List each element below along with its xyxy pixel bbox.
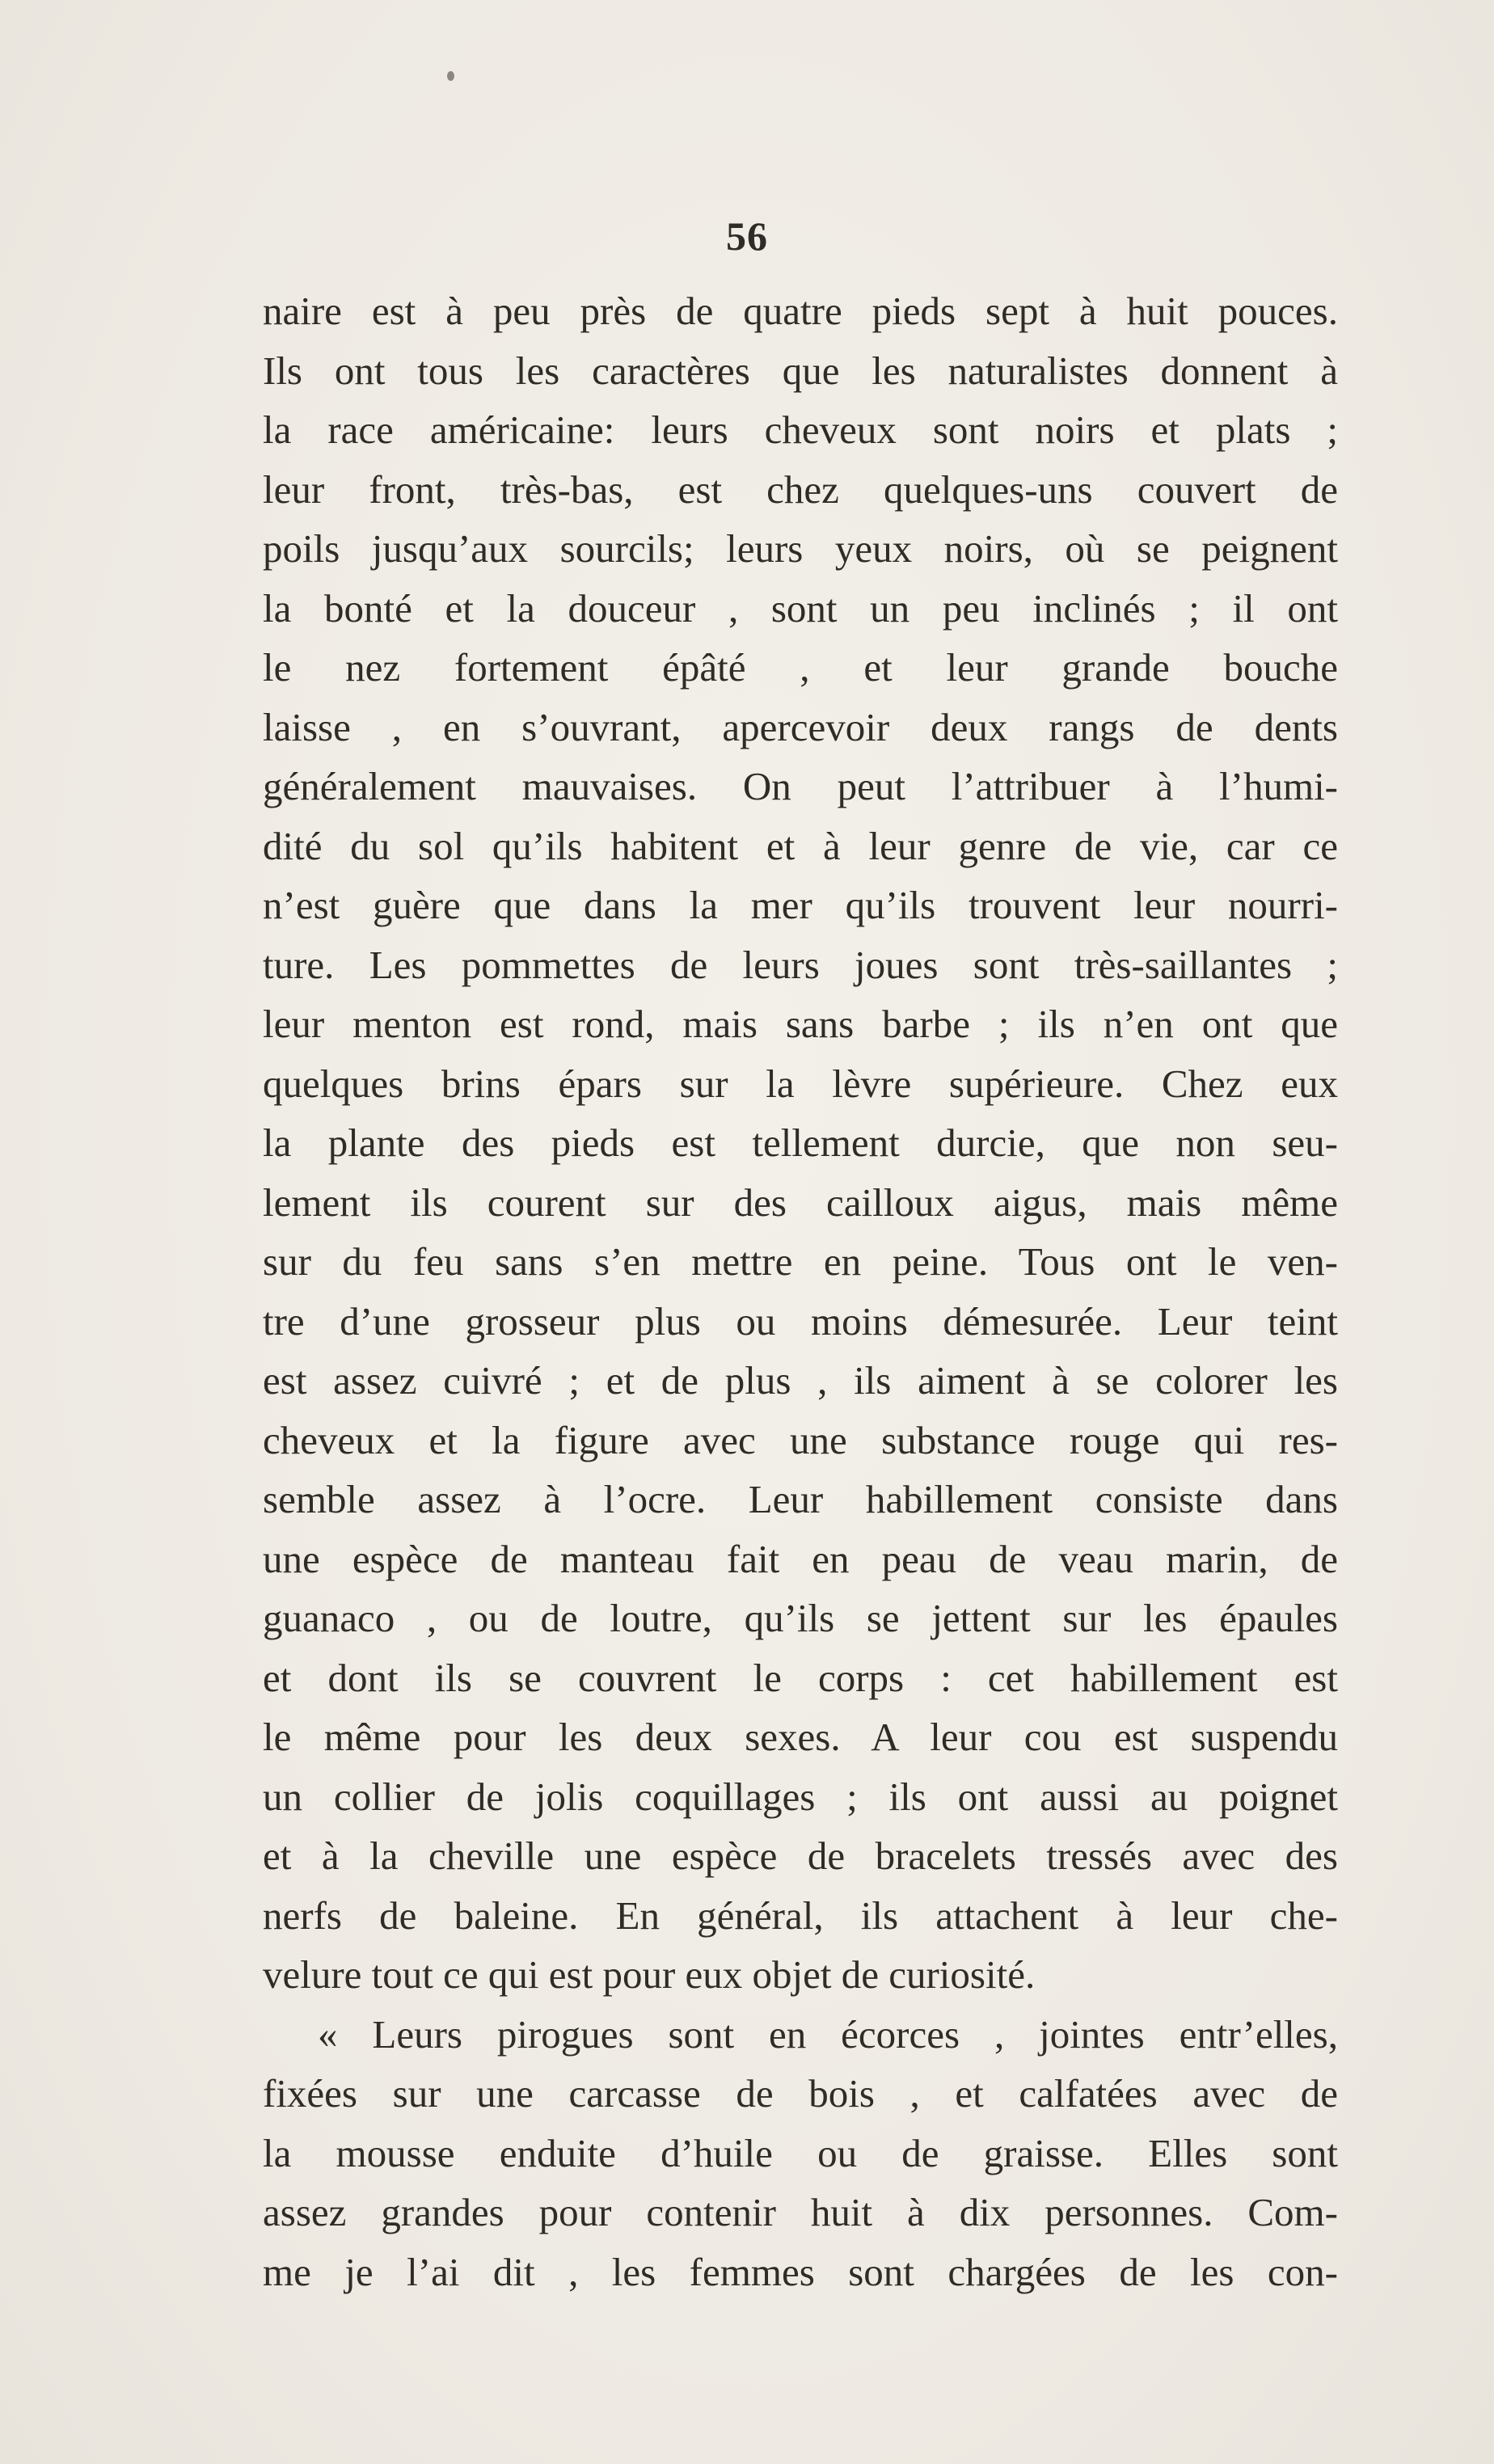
text-line: la bonté et la douceur , sont un peu inclinés ; il ont: [263, 585, 1338, 631]
text-line: le nez fortement épâté , et leur grande bouche: [263, 645, 1338, 690]
text-line: velure tout ce qui est pour eux objet de curiosité.: [263, 1952, 1036, 1997]
text-line: assez grandes pour contenir huit à dix personnes. Com-: [263, 2190, 1338, 2234]
text-line: une espèce de manteau fait en peau de veau marin, de: [263, 1536, 1338, 1581]
text-line: nerfs de baleine. En général, ils attachent à leur che-: [263, 1892, 1338, 1938]
text-line: laisse , en s’ouvrant, apercevoir deux rangs de dents: [263, 704, 1338, 749]
text-line: et dont ils se couvrent le corps : cet habillement est: [263, 1655, 1338, 1700]
text-line: dité du sol qu’ils habitent et à leur genre de vie, car ce: [263, 823, 1338, 868]
text-line: est assez cuivré ; et de plus , ils aiment à se colorer les: [263, 1358, 1338, 1403]
text-line: n’est guère que dans la mer qu’ils trouvent leur nourri-: [263, 883, 1338, 927]
text-line: cheveux et la figure avec une substance rouge qui res-: [263, 1417, 1338, 1462]
text-line: leur front, très-bas, est chez quelques-uns couvert de: [263, 466, 1338, 512]
text-line: me je l’ai dit , les femmes sont chargées de les con-: [263, 2249, 1338, 2294]
text-line: guanaco , ou de loutre, qu’ils se jettent sur les épaules: [263, 1596, 1338, 1640]
text-line: Ils ont tous les caractères que les naturalistes donnent à: [263, 348, 1338, 393]
text-line: leur menton est rond, mais sans barbe ; ils n’en ont que: [263, 1002, 1338, 1046]
text-line: fixées sur une carcasse de bois , et calfatées avec de: [263, 2071, 1338, 2116]
ink-speck: [447, 71, 454, 81]
text-line: la plante des pieds est tellement durcie, que non seu-: [263, 1120, 1338, 1165]
text-line: un collier de jolis coquillages ; ils ont aussi au poignet: [263, 1774, 1338, 1819]
text-line: tre d’une grosseur plus ou moins démesurée. Leur teint: [263, 1298, 1338, 1344]
paragraph-first-line: « Leurs pirogues sont en écorces , jointes entr’elles,: [318, 2011, 1338, 2057]
page-number: 56: [726, 213, 768, 259]
text-line: lement ils courent sur des cailloux aigus, mais même: [263, 1179, 1338, 1225]
text-line: généralement mauvaises. On peut l’attribuer à l’humi-: [263, 764, 1338, 808]
text-line: sur du feu sans s’en mettre en peine. Tous ont le ven-: [263, 1239, 1338, 1284]
text-line: semble assez à l’ocre. Leur habillement consiste dans: [263, 1477, 1338, 1521]
text-line: la mousse enduite d’huile ou de graisse. Elles sont: [263, 2130, 1338, 2175]
text-line: la race américaine: leurs cheveux sont noirs et plats ;: [263, 407, 1338, 452]
text-line: poils jusqu’aux sourcils; leurs yeux noirs, où se peignent: [263, 526, 1338, 571]
text-line: quelques brins épars sur la lèvre supérieure. Chez eux: [263, 1061, 1338, 1106]
text-line: ture. Les pommettes de leurs joues sont très-saillantes ;: [263, 942, 1338, 987]
text-line: naire est à peu près de quatre pieds sept à huit pouces.: [263, 289, 1338, 333]
text-line: le même pour les deux sexes. A leur cou est suspendu: [263, 1715, 1338, 1759]
text-line: et à la cheville une espèce de bracelets tressés avec des: [263, 1833, 1338, 1878]
body-text: [263, 281, 1338, 2302]
